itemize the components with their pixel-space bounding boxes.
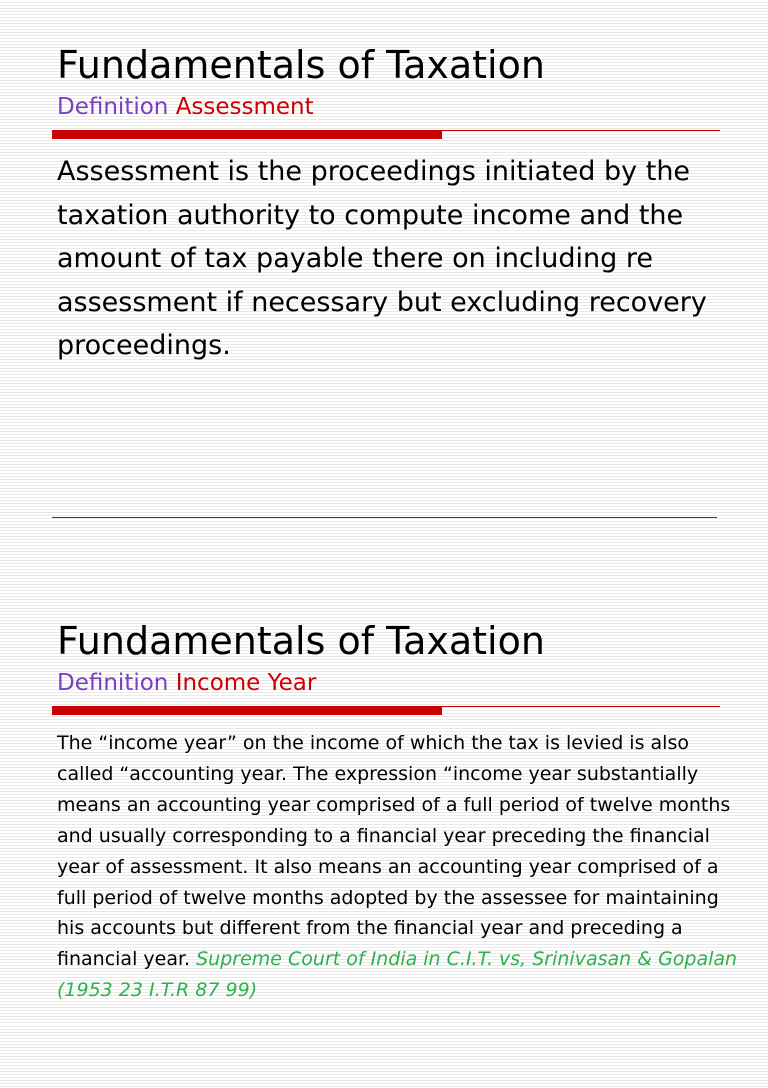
slide-subtitle bbox=[57, 672, 316, 695]
subtitle-prefix: Definition bbox=[57, 94, 169, 120]
definition-text: Assessment is the proceedings initiated by the taxation authority to compute income and the amount of tax payable there on including re assessment if necessary but excluding recovery proceedings. bbox=[57, 156, 707, 361]
subtitle-term: Income Year bbox=[175, 670, 317, 696]
subtitle-term: Assessment bbox=[175, 94, 314, 120]
subtitle-prefix: Definition bbox=[57, 670, 169, 696]
slide-divider bbox=[52, 517, 717, 518]
slide-assessment bbox=[0, 0, 768, 512]
slide-title: Fundamentals of Taxation bbox=[57, 43, 545, 87]
title-underline-thick bbox=[52, 706, 442, 715]
definition-text bbox=[57, 728, 747, 1006]
title-underline-thin bbox=[442, 130, 720, 131]
title-underline-thick bbox=[52, 130, 442, 139]
slide-income-year bbox=[0, 576, 768, 1088]
case-citation: Supreme Court of India in C.I.T. vs, Srinivasan & Gopalan (1953 23 I.T.R 87 99) bbox=[57, 948, 738, 1002]
title-underline-thin bbox=[442, 706, 720, 707]
definition-body: The “income year” on the income of which the tax is levied is also called “accounting year. The expression “income year substantially means an accounting year comprised of a full period of twelve months and usually corresponding to a financial year preceding the financial year of assessment. It also means an accounting year comprised of a full period of twelve months adopted by the assessee for maintaining his accounts but different from the financial year and preceding a financial year. bbox=[57, 732, 731, 971]
slide-subtitle bbox=[57, 96, 314, 119]
slide-title: Fundamentals of Taxation bbox=[57, 619, 545, 663]
